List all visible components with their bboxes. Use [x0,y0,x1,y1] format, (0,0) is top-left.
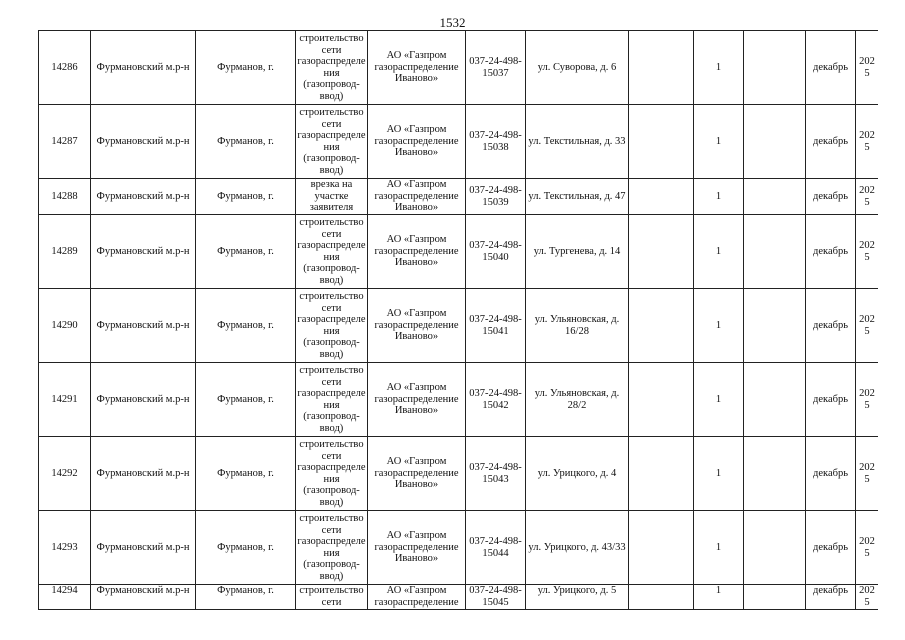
empty-cell [629,215,694,289]
city-cell: Фурманов, г. [196,179,296,215]
district-cell: Фурмановский м.р-н [91,105,196,179]
address-cell: ул. Урицкого, д. 4 [526,437,629,511]
empty-cell [744,585,806,610]
address-cell: ул. Текстильная, д. 33 [526,105,629,179]
record-id-cell: 14286 [39,31,91,105]
work-type-cell: строительство сети газораспределения (газопровод-ввод) [296,215,368,289]
table-row [39,179,879,215]
year-cell: 2025 [856,289,879,363]
code-cell: 037-24-498-15040 [466,215,526,289]
address-cell: ул. Суворова, д. 6 [526,31,629,105]
empty-cell [744,437,806,511]
code-cell: 037-24-498-15038 [466,105,526,179]
empty-cell [744,363,806,437]
quantity-cell: 1 [694,105,744,179]
organization-cell: АО «Газпром газораспределение [368,585,466,610]
empty-cell [629,31,694,105]
record-id-cell: 14292 [39,437,91,511]
work-type-cell: строительство сети газораспределения (газопровод-ввод) [296,437,368,511]
district-cell: Фурмановский м.р-н [91,585,196,610]
city-cell: Фурманов, г. [196,105,296,179]
city-cell: Фурманов, г. [196,363,296,437]
address-cell: ул. Текстильная, д. 47 [526,179,629,215]
work-type-cell: строительство сети газораспределения (газопровод-ввод) [296,105,368,179]
district-cell: Фурмановский м.р-н [91,437,196,511]
record-id-cell: 14293 [39,511,91,585]
month-cell: декабрь [806,179,856,215]
work-type-cell: строительство сети газораспределения (газопровод-ввод) [296,31,368,105]
organization-cell: АО «Газпром газораспределение Иваново» [368,215,466,289]
city-cell: Фурманов, г. [196,585,296,610]
year-cell: 2025 [856,179,879,215]
code-cell: 037-24-498-15044 [466,511,526,585]
address-cell: ул. Тургенева, д. 14 [526,215,629,289]
year-cell: 2025 [856,585,879,610]
quantity-cell: 1 [694,215,744,289]
organization-cell: АО «Газпром газораспределение Иваново» [368,31,466,105]
city-cell: Фурманов, г. [196,31,296,105]
year-cell: 2025 [856,363,879,437]
quantity-cell: 1 [694,31,744,105]
code-cell: 037-24-498-15037 [466,31,526,105]
month-cell: декабрь [806,511,856,585]
city-cell: Фурманов, г. [196,289,296,363]
district-cell: Фурмановский м.р-н [91,31,196,105]
code-cell: 037-24-498-15041 [466,289,526,363]
empty-cell [744,105,806,179]
work-type-cell: врезка на участке заявителя [296,179,368,215]
empty-cell [629,437,694,511]
record-id-cell: 14289 [39,215,91,289]
quantity-cell: 1 [694,363,744,437]
table-row [39,289,879,363]
table-row [39,511,879,585]
address-cell: ул. Урицкого, д. 43/33 [526,511,629,585]
district-cell: Фурмановский м.р-н [91,363,196,437]
document-table-container [38,30,878,640]
district-cell: Фурмановский м.р-н [91,289,196,363]
empty-cell [629,511,694,585]
quantity-cell: 1 [694,585,744,610]
month-cell: декабрь [806,31,856,105]
month-cell: декабрь [806,437,856,511]
district-cell: Фурмановский м.р-н [91,215,196,289]
empty-cell [744,31,806,105]
table-row [39,215,879,289]
year-cell: 2025 [856,511,879,585]
quantity-cell: 1 [694,511,744,585]
district-cell: Фурмановский м.р-н [91,511,196,585]
record-id-cell: 14288 [39,179,91,215]
organization-cell: АО «Газпром газораспределение Иваново» [368,437,466,511]
quantity-cell: 1 [694,289,744,363]
year-cell: 2025 [856,105,879,179]
quantity-cell: 1 [694,437,744,511]
year-cell: 2025 [856,31,879,105]
table-row [39,437,879,511]
empty-cell [629,179,694,215]
record-id-cell: 14287 [39,105,91,179]
table-row [39,105,879,179]
empty-cell [629,289,694,363]
empty-cell [744,511,806,585]
organization-cell: АО «Газпром газораспределение Иваново» [368,179,466,215]
organization-cell: АО «Газпром газораспределение Иваново» [368,289,466,363]
city-cell: Фурманов, г. [196,511,296,585]
empty-cell [629,105,694,179]
code-cell: 037-24-498-15042 [466,363,526,437]
month-cell: декабрь [806,289,856,363]
organization-cell: АО «Газпром газораспределение Иваново» [368,511,466,585]
table-body [39,31,879,610]
work-type-cell: строительство сети газораспределения (газопровод-ввод) [296,289,368,363]
table-row [39,363,879,437]
organization-cell: АО «Газпром газораспределение Иваново» [368,105,466,179]
empty-cell [629,363,694,437]
code-cell: 037-24-498-15043 [466,437,526,511]
address-cell: ул. Урицкого, д. 5 [526,585,629,610]
year-cell: 2025 [856,437,879,511]
code-cell: 037-24-498-15039 [466,179,526,215]
gasification-table [38,30,878,610]
month-cell: декабрь [806,585,856,610]
quantity-cell: 1 [694,179,744,215]
month-cell: декабрь [806,105,856,179]
organization-cell: АО «Газпром газораспределение Иваново» [368,363,466,437]
empty-cell [744,289,806,363]
table-row [39,31,879,105]
year-cell: 2025 [856,215,879,289]
record-id-cell: 14290 [39,289,91,363]
empty-cell [629,585,694,610]
month-cell: декабрь [806,363,856,437]
city-cell: Фурманов, г. [196,437,296,511]
record-id-cell: 14291 [39,363,91,437]
page-number: 1532 [439,15,466,30]
work-type-cell: строительство сети [296,585,368,610]
code-cell: 037-24-498-15045 [466,585,526,610]
work-type-cell: строительство сети газораспределения (газопровод-ввод) [296,363,368,437]
empty-cell [744,179,806,215]
table-row [39,585,879,610]
month-cell: декабрь [806,215,856,289]
record-id-cell: 14294 [39,585,91,610]
empty-cell [744,215,806,289]
address-cell: ул. Ульяновская, д. 28/2 [526,363,629,437]
city-cell: Фурманов, г. [196,215,296,289]
address-cell: ул. Ульяновская, д. 16/28 [526,289,629,363]
work-type-cell: строительство сети газораспределения (газопровод-ввод) [296,511,368,585]
district-cell: Фурмановский м.р-н [91,179,196,215]
